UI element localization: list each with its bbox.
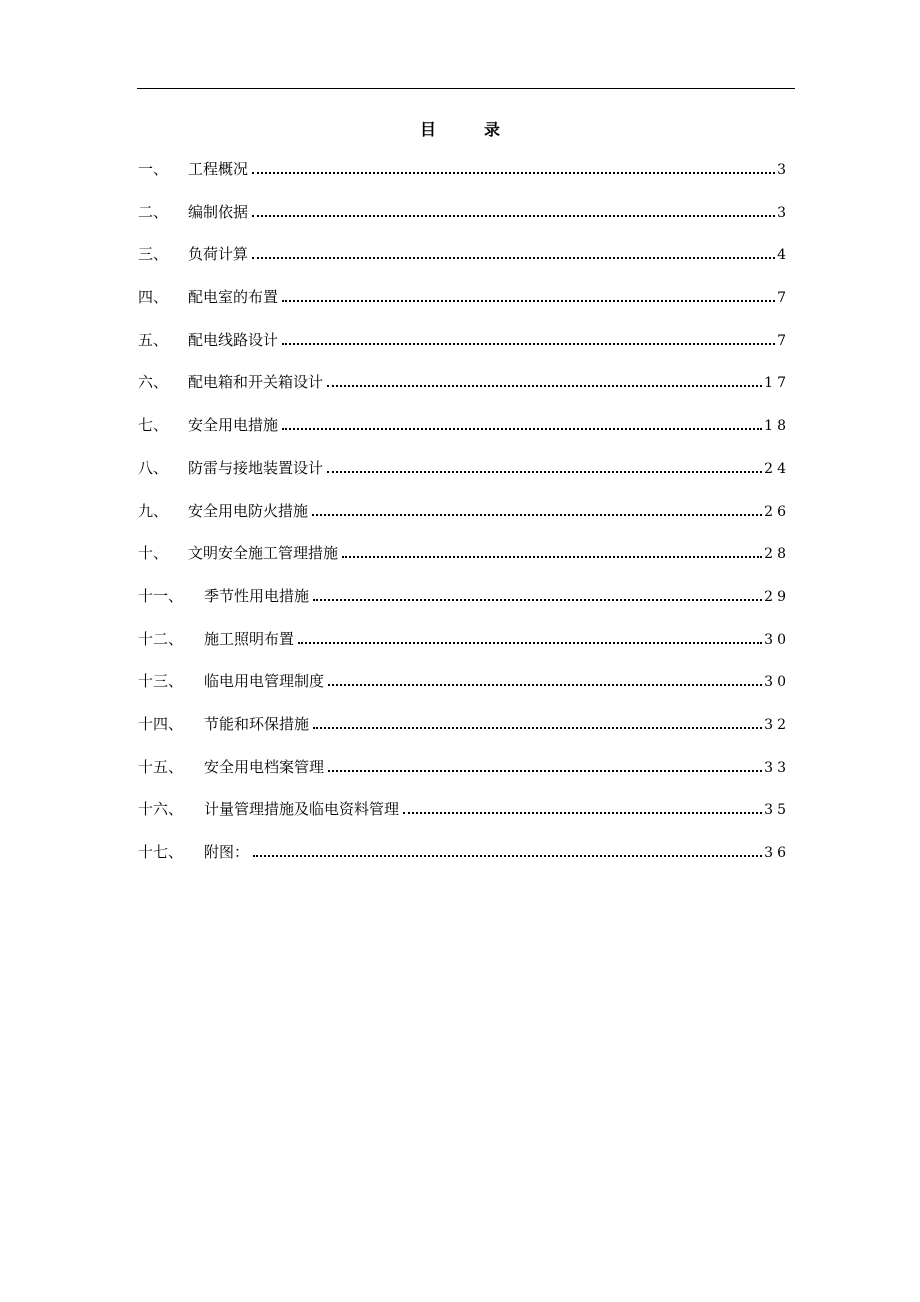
toc-entry-number: 十六、 xyxy=(138,800,184,819)
toc-entry-number: 十五、 xyxy=(138,757,184,776)
toc-entry-page: 3 xyxy=(777,204,790,221)
toc-entry-title: 防雷与接地装置设计 xyxy=(188,458,324,477)
toc-dot-leader xyxy=(252,172,775,174)
toc-entry-number: 一、 xyxy=(138,160,169,178)
toc-entry-number: 十三、 xyxy=(138,672,184,691)
toc-entry[interactable] xyxy=(138,710,790,753)
toc-entry[interactable] xyxy=(138,539,790,582)
toc-entry-title: 文明安全施工管理措施 xyxy=(188,544,339,563)
toc-dot-leader xyxy=(252,257,775,259)
toc-entry-title: 计量管理措施及临电资料管理 xyxy=(204,800,400,819)
toc-entry-page: 3 xyxy=(777,162,790,178)
toc-entry-number: 十一、 xyxy=(138,586,184,605)
toc-entry-number: 四、 xyxy=(138,288,169,307)
toc-title-right: 录 xyxy=(484,120,501,139)
toc-entry-page: 30 xyxy=(764,631,790,648)
toc-entry-title: 临电用电管理制度 xyxy=(204,672,325,691)
toc-entry-title: 施工照明布置 xyxy=(204,629,295,648)
toc-entry-title: 编制依据 xyxy=(188,202,249,221)
toc-entry-page: 28 xyxy=(764,546,790,563)
toc-entry-page: 24 xyxy=(764,460,790,477)
toc-entry-number: 六、 xyxy=(138,373,169,392)
toc-entry-page: 7 xyxy=(777,332,790,349)
toc-dot-leader xyxy=(252,215,775,217)
toc-entry-number: 十四、 xyxy=(138,714,184,733)
toc-entry-page: 17 xyxy=(764,375,790,392)
toc-dot-leader xyxy=(328,684,762,686)
toc-entry-number: 八、 xyxy=(138,458,169,477)
toc-entry[interactable] xyxy=(138,326,790,369)
toc-entry-page: 33 xyxy=(764,759,790,776)
toc-entry[interactable] xyxy=(138,411,790,454)
toc-entry[interactable] xyxy=(138,625,790,668)
toc-dot-leader xyxy=(312,514,762,516)
toc-entry[interactable] xyxy=(138,155,790,198)
toc-dot-leader xyxy=(313,599,762,601)
toc-entry-title: 节能和环保措施 xyxy=(204,714,310,733)
toc-entry-page: 18 xyxy=(764,418,790,435)
toc-entry-page: 29 xyxy=(764,588,790,605)
toc-entry-title: 配电室的布置 xyxy=(188,288,279,307)
toc-entry-number: 十七、 xyxy=(138,843,184,861)
toc-entry[interactable] xyxy=(138,240,790,283)
toc-entry[interactable] xyxy=(138,283,790,326)
toc-dot-leader xyxy=(282,428,762,430)
toc-entry-page: 36 xyxy=(764,845,790,861)
toc-title xyxy=(0,118,920,142)
toc-entry[interactable] xyxy=(138,454,790,497)
toc-entry-number: 九、 xyxy=(138,501,169,520)
toc-entry-title: 安全用电措施 xyxy=(188,416,279,435)
toc-entry-page: 7 xyxy=(777,290,790,307)
toc-entry-number: 五、 xyxy=(138,330,169,349)
toc-dot-leader xyxy=(313,727,762,729)
toc-dot-leader xyxy=(298,642,762,644)
toc-dot-leader xyxy=(403,812,762,814)
toc-dot-leader xyxy=(282,343,775,345)
toc-entry[interactable] xyxy=(138,497,790,540)
toc-entry-title: 配电箱和开关箱设计 xyxy=(188,373,324,392)
toc-entry[interactable] xyxy=(138,582,790,625)
toc-entry[interactable] xyxy=(138,667,790,710)
toc-entry[interactable] xyxy=(138,368,790,411)
toc-entry[interactable] xyxy=(138,198,790,241)
toc-entry-page: 35 xyxy=(764,802,790,819)
toc-entry-title: 附图： xyxy=(204,843,250,861)
toc-entry-page: 32 xyxy=(764,716,790,733)
toc-entry-number: 十、 xyxy=(138,544,169,563)
toc-entry-number: 三、 xyxy=(138,245,169,264)
toc-entry-number: 七、 xyxy=(138,416,169,435)
toc-entry[interactable] xyxy=(138,753,790,796)
toc-entry-title: 配电线路设计 xyxy=(188,330,279,349)
toc-entry-title: 负荷计算 xyxy=(188,245,249,264)
toc-dot-leader xyxy=(328,770,762,772)
toc-entry-title: 季节性用电措施 xyxy=(204,586,310,605)
toc-dot-leader xyxy=(327,385,762,387)
toc-entry-page: 4 xyxy=(777,247,790,264)
toc-dot-leader xyxy=(342,556,762,558)
toc-entry-page: 30 xyxy=(764,674,790,691)
toc-entry[interactable] xyxy=(138,795,790,838)
toc-dot-leader xyxy=(253,855,762,857)
toc-entry-number: 二、 xyxy=(138,202,169,221)
toc-dot-leader xyxy=(282,300,775,302)
toc-entry-number: 十二、 xyxy=(138,629,184,648)
toc-entry-page: 26 xyxy=(764,503,790,520)
toc-entry-title: 工程概况 xyxy=(188,160,249,178)
toc-entry-title: 安全用电防火措施 xyxy=(188,501,309,520)
toc-entry[interactable] xyxy=(138,838,790,881)
toc-entry-title: 安全用电档案管理 xyxy=(204,757,325,776)
toc-dot-leader xyxy=(327,471,762,473)
header-rule xyxy=(137,88,795,89)
toc-title-left: 目 xyxy=(419,120,436,139)
table-of-contents xyxy=(138,155,790,881)
